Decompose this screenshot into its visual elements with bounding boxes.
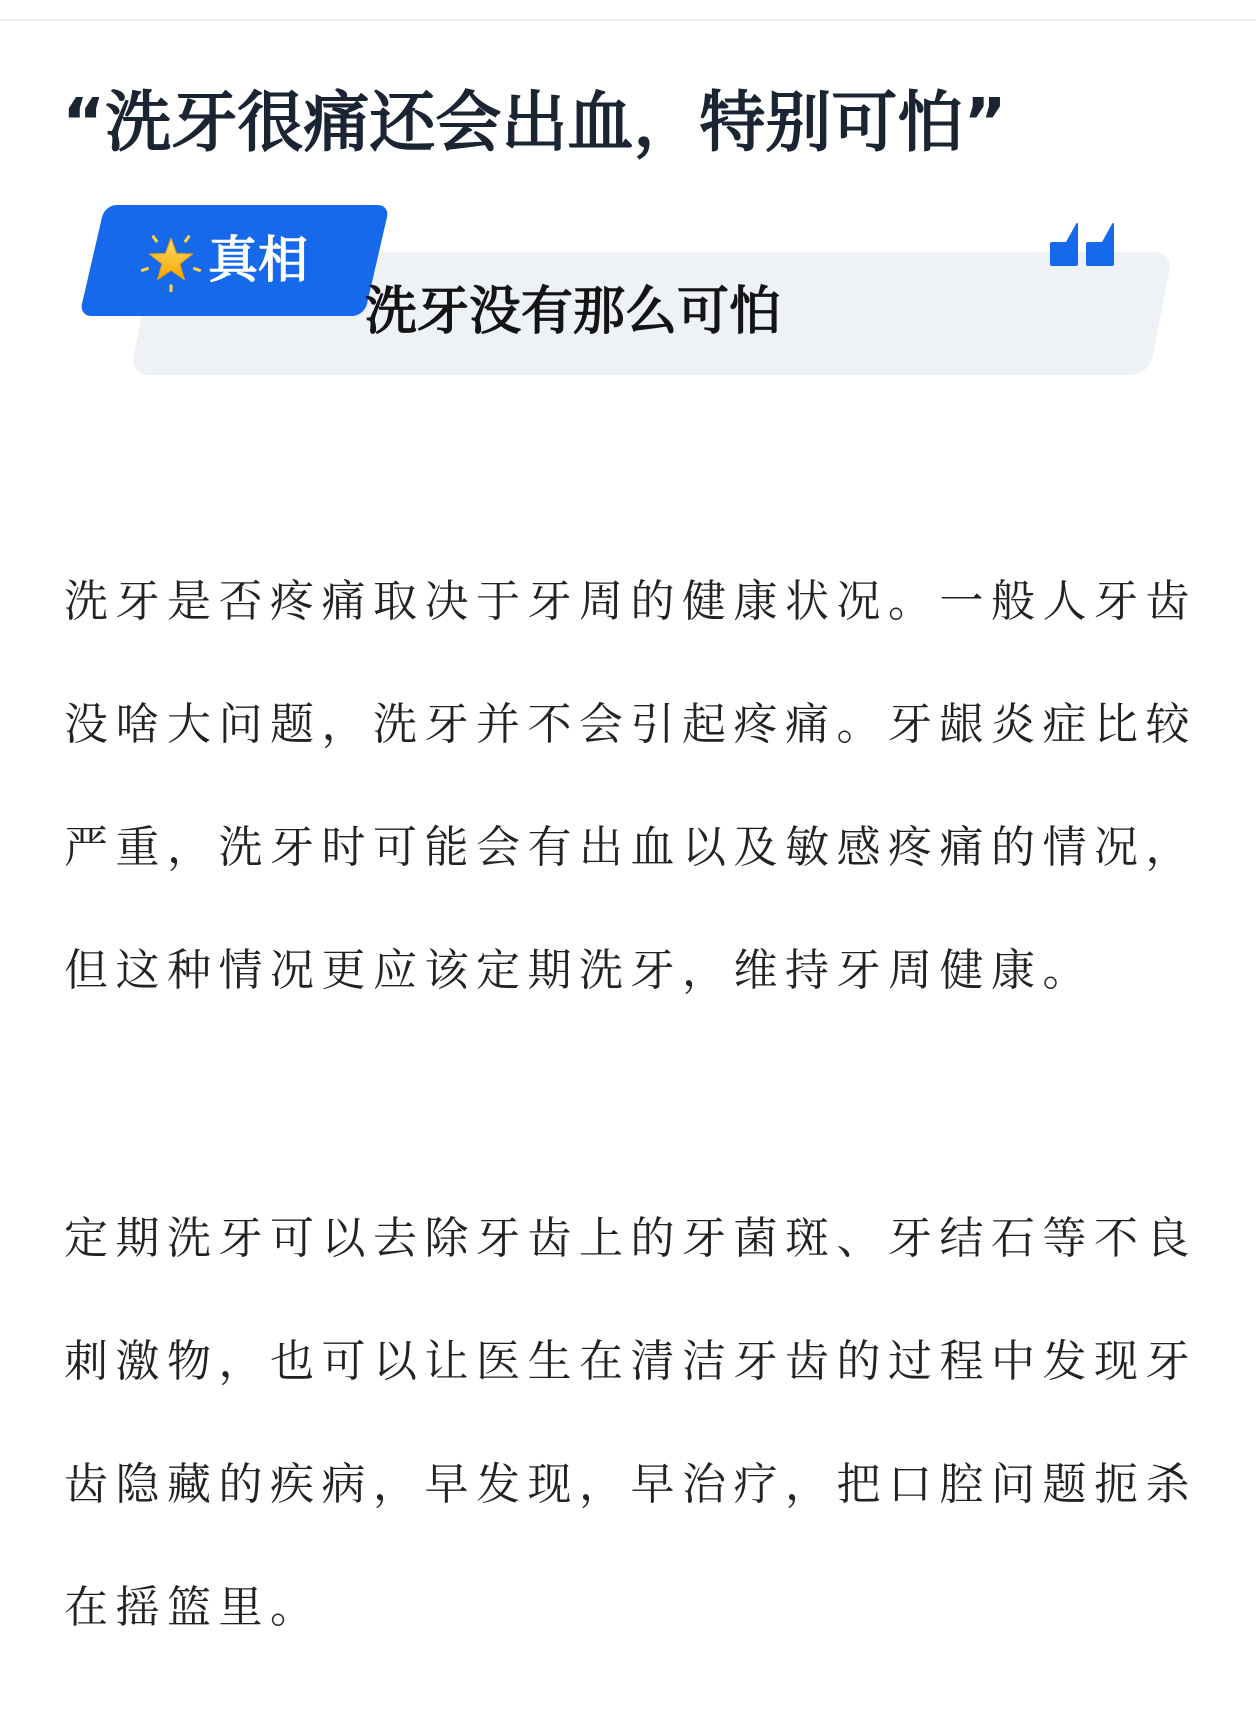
paragraph-line: 严重，洗牙时可能会有出血以及敏感疼痛的情况，: [64, 822, 1197, 873]
glowing-star-icon: [140, 230, 202, 292]
paragraph-1: [64, 540, 1197, 1032]
paragraph-line: 齿隐藏的疾病，早发现，早治疗，把口腔问题扼杀: [64, 1459, 1197, 1510]
paragraph-line: 洗牙是否疼痛取决于牙周的健康状况。一般人牙齿: [64, 576, 1197, 627]
paragraph-line: 刺激物，也可以让医生在清洁牙齿的过程中发现牙: [64, 1336, 1197, 1387]
paragraph-line: 在摇篮里。: [64, 1582, 322, 1633]
paragraph-line: 定期洗牙可以去除牙齿上的牙菌斑、牙结石等不良: [64, 1213, 1197, 1264]
truth-tag-label: 真相: [208, 231, 308, 289]
paragraph-line: 但这种情况更应该定期洗牙，维持牙周健康。: [64, 945, 1094, 996]
quote-icon: [1050, 222, 1116, 266]
page-title: “洗牙很痛还会出血，特别可怕”: [62, 84, 1007, 161]
top-divider: [0, 19, 1256, 21]
paragraph-line: 没啥大问题，洗牙并不会引起疼痛。牙龈炎症比较: [64, 699, 1197, 750]
truth-subtitle: 洗牙没有那么可怕: [365, 282, 782, 342]
paragraph-2: [64, 1177, 1197, 1669]
